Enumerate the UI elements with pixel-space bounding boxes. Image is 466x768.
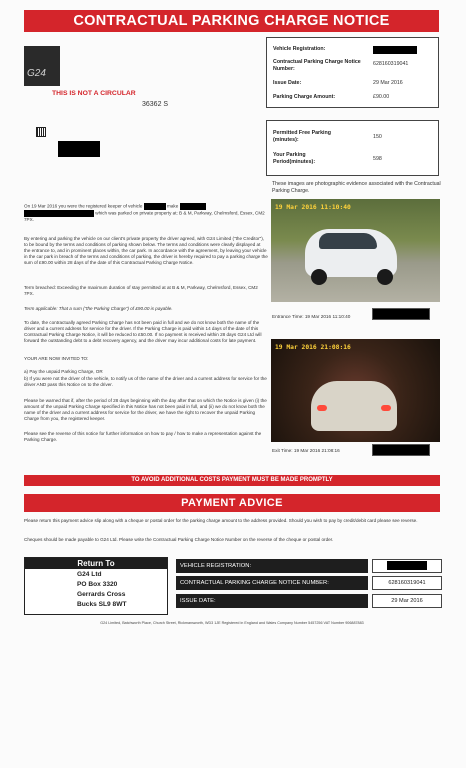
pa-value: 29 Mar 2016: [372, 594, 442, 608]
text: make: [167, 203, 179, 209]
unpaid-paragraph: To date, the contractually agreed Parking Charge has not been paid in full and we do not know both the name of the driver and a current address for service for the driver. If the Parking Charge is paid within 14 days of the date of this Contractual Parking Charge Notice, it will be reduced to £50.00. If no payment is received within 28 days G24 Ltd will forward the outstanding debt to a debt recovery agency, and the driver may incur additional costs for late payment.: [24, 320, 262, 344]
exit-timestamp: 19 Mar 2016 21:08:16: [275, 344, 351, 351]
pa-row-registration: [176, 559, 442, 573]
return-address-box: [24, 557, 168, 615]
info-label: Vehicle Registration:: [273, 46, 326, 52]
parking-period-box: [266, 120, 439, 176]
registration-redacted: [387, 561, 427, 570]
info-label: Issue Date:: [273, 80, 302, 86]
info-value: 628160319041: [373, 61, 409, 67]
entrance-time-label: Entrance Time: 19 Mar 2016 11:10:40: [272, 314, 351, 319]
tail-light: [381, 405, 391, 411]
reverse-paragraph: Please see the reverse of this notice for further information on how to pay / how to make a representation against the Parking Charge.: [24, 431, 262, 443]
return-address-line: Bucks SL9 8WT: [77, 601, 127, 608]
info-label: Parking Charge Amount:: [273, 94, 336, 100]
photos-caption: These images are photographic evidence associated with the Contractual Parking Charge.: [272, 181, 441, 194]
pa-value: [372, 559, 442, 573]
payment-instructions: Please return this payment advice slip along with a cheque or postal order for the parking charge amount to the address provided. Should you wish to pay by credit/debit card please see reverse.: [24, 518, 418, 523]
company-footer: G24 Limited, Batchworth Place, Church Street, Rickmansworth, WD3 1JE Registered in England and Wales Company Number 5457256 VAT Number 906887883: [100, 621, 364, 625]
prompt-payment-banner: TO AVOID ADDITIONAL COSTS PAYMENT MUST BE MADE PROMPTLY: [24, 475, 440, 486]
pa-label: ISSUE DATE:: [176, 594, 368, 608]
info-value: £90.00: [373, 94, 390, 100]
cheque-instructions: Cheques should be made payable to G24 Ltd. Please write the Contractual Parking Charge Notice Number on the reverse of the cheque or postal order.: [24, 537, 334, 542]
return-address-line: Gerrards Cross: [77, 591, 126, 598]
keeper-paragraph: [24, 203, 268, 223]
invited-heading: YOUR ARE NOW INVITED TO:: [24, 356, 89, 361]
info-label: Permitted Free Parking (minutes):: [273, 130, 331, 143]
plate-redacted: [144, 203, 166, 210]
recipient-address-redacted: [58, 141, 100, 157]
option-a: a) Pay the unpaid Parking Charge, OR: [24, 369, 103, 374]
exit-photo: [271, 339, 440, 442]
pa-label: CONTRACTUAL PARKING CHARGE NOTICE NUMBER:: [176, 576, 368, 590]
notice-info-box: [266, 37, 439, 108]
notice-title: CONTRACTUAL PARKING CHARGE NOTICE: [24, 10, 439, 32]
logo-text: G24: [27, 68, 46, 79]
info-value: 598: [373, 156, 382, 162]
term-breached: Term breached: Exceeding the maximum duration of stay permitted at at B & M, Parkway, Chelmsford, Essex, CM2 7PX.: [24, 285, 258, 297]
warning-paragraph: Please be warned that if, after the period of 28 days beginning with the day after that on which the Notice is given (i) the amount of the unpaid Parking Charge specified in this Notice has not been paid in full, and (ii) we do not know both the name of the driver and a current address for service for the driver, we have the right to recover the unpaid Parking Charge from you, the registered keeper.: [24, 398, 267, 422]
exit-time-label: Exit Time: 19 Mar 2016 21:08:16: [272, 448, 340, 453]
agreement-paragraph: By entering and parking the vehicle on our client's private property the driver agreed, with G24 Limited ("the Creditor"), to be bound by the terms and conditions of parking shown below. The terms and conditions were clearly displayed at the entrance to, and in prominent places within, the car park. In accordance with the agreement, by leaving your vehicle in the car park in breach of the terms and conditions of parking, the driver is hereby required to pay a parking charge the sum of £90.00 within 28 days of the date of this Contractual Parking Charge Notice.: [24, 236, 268, 266]
term-applicable: Term applicable: That a sum ("the Parking Charge") of £90.00 is payable.: [24, 306, 173, 311]
pa-label: VEHICLE REGISTRATION:: [176, 559, 368, 573]
wheel-icon: [377, 269, 393, 285]
make-redacted: [180, 203, 206, 210]
text: On 19 Mar 2016 you were the registered keeper of vehicle: [24, 203, 143, 209]
return-to-heading: Return To: [25, 558, 167, 569]
not-circular-label: THIS IS NOT A CIRCULAR: [52, 90, 136, 97]
info-label: Contractual Parking Charge Notice Number:: [273, 59, 361, 72]
return-address-line: PO Box 3320: [77, 581, 118, 588]
option-b: b) If you were not the driver of the vehicle, to notify us of the name of the driver and a current address for service for the driver AND pass this Notice on to the driver.: [24, 376, 267, 388]
car-windscreen: [319, 233, 377, 249]
pa-value: 628160319041: [372, 576, 442, 590]
registration-redacted: [373, 46, 417, 54]
payment-advice-title: PAYMENT ADVICE: [24, 494, 440, 512]
tail-light: [317, 405, 327, 411]
reference-number: 36362 S: [142, 101, 169, 108]
qr-code-icon: [36, 127, 46, 137]
pa-row-notice-number: [176, 576, 442, 590]
entrance-plate-redacted: [372, 308, 430, 320]
info-label: Your Parking Period(minutes):: [273, 152, 316, 165]
info-value: 29 Mar 2016: [373, 80, 403, 86]
info-value: 150: [373, 134, 382, 140]
text: which was parked on private property at: B & M, Parkway, Chelmsford, Essex, CM2 7PX.: [24, 210, 265, 222]
model-redacted: [24, 210, 94, 217]
return-address-line: G24 Ltd: [77, 571, 102, 578]
wheel-icon: [311, 269, 327, 285]
entrance-photo: [271, 199, 440, 302]
exit-plate-redacted: [372, 444, 430, 456]
g24-logo: [24, 46, 60, 86]
pa-row-issue-date: [176, 594, 442, 608]
entrance-timestamp: 19 Mar 2016 11:10:40: [275, 204, 351, 211]
